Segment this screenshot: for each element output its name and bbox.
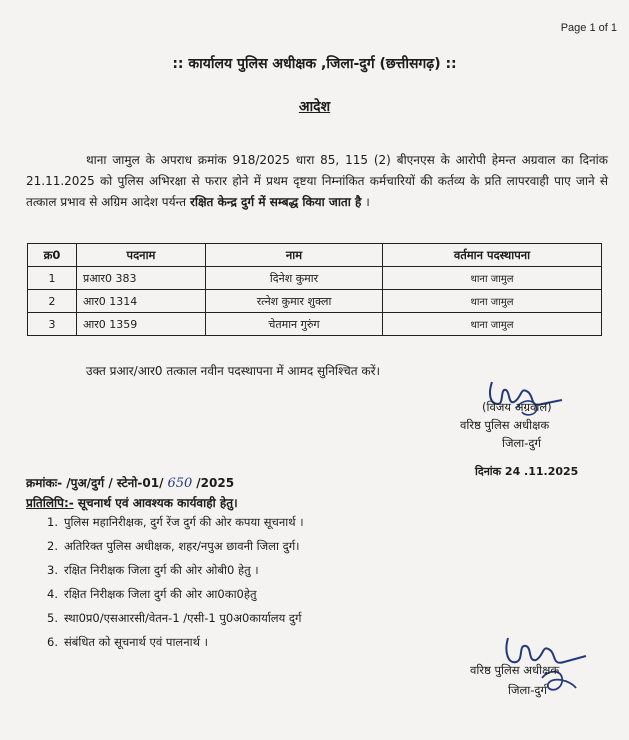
signatory-district: जिला-दुर्ग <box>502 436 542 450</box>
reference-number <box>26 474 234 491</box>
header-post: पदनाम <box>77 244 206 267</box>
list-item-text: रक्षित निरीक्षक जिला दुर्ग की ओर ओबी0 हेतु । <box>64 563 259 577</box>
reference-suffix: /2025 <box>196 476 235 490</box>
signature-block-1 <box>460 398 610 452</box>
list-item-text: संबंधित को सूचनार्थ एवं पालनार्थ । <box>64 635 208 649</box>
signature-block-2 <box>470 660 559 700</box>
staff-table <box>27 243 602 336</box>
list-item-number: 1. <box>47 515 58 529</box>
list-item <box>36 582 304 606</box>
table-row <box>28 313 602 336</box>
row-posting: थाना जामुल <box>383 267 602 290</box>
list-item <box>36 534 304 558</box>
header-posting: वर्तमान पदस्थापना <box>383 244 602 267</box>
list-item <box>36 630 304 654</box>
row-post: आर0 1359 <box>77 313 206 336</box>
list-item <box>36 606 304 630</box>
row-name: रत्नेश कुमार शुक्ला <box>206 290 383 313</box>
table-row <box>28 290 602 313</box>
copy-to-label: प्रतिलिपि:- <box>26 496 74 510</box>
list-item-text: रक्षित निरीक्षक जिला दुर्ग की ओर आ0का0हेतु <box>64 587 257 601</box>
copy-to-list <box>36 510 304 654</box>
copy-to-heading <box>26 494 238 511</box>
list-item-text: अतिरिक्त पुलिस अधीक्षक, शहर/नपुअ छावनी जिला दुर्ग। <box>64 539 300 553</box>
list-item-text: पुलिस महानिरीक्षक, दुर्ग रेंज दुर्ग की ओर कपया सूचनार्थ । <box>64 515 304 529</box>
row-post: आर0 1314 <box>77 290 206 313</box>
list-item-number: 6. <box>47 635 58 649</box>
order-title <box>0 97 629 116</box>
page-number: Page 1 of 1 <box>560 22 617 34</box>
order-body-emphasis: रक्षित केन्द्र दुर्ग में सम्बद्ध किया जाता है <box>189 195 362 209</box>
list-item-number: 2. <box>47 539 58 553</box>
row-serial: 2 <box>28 290 77 313</box>
header-serial: क्र0 <box>28 244 77 267</box>
order-body-end: । <box>361 195 370 209</box>
row-posting: थाना जामुल <box>383 290 602 313</box>
list-item-number: 3. <box>47 563 58 577</box>
reference-handwritten-number: 650 <box>167 476 193 491</box>
list-item-text: स्था0प्र0/एसआरसी/वेतन-1 /एसी-1 पु0अ0कार्यालय दुर्ग <box>64 611 302 625</box>
row-serial: 1 <box>28 267 77 290</box>
signatory-name: (विजय अग्रवाल) <box>482 400 552 414</box>
table-header-row <box>28 244 602 267</box>
row-posting: थाना जामुल <box>383 313 602 336</box>
order-body <box>26 150 608 213</box>
row-name: दिनेश कुमार <box>206 267 383 290</box>
row-post: प्रआर0 383 <box>77 267 206 290</box>
copy-to-text: सूचनार्थ एवं आवश्यक कार्यवाही हेतु। <box>73 496 238 510</box>
list-item <box>36 558 304 582</box>
reference-prefix: क्रमांकः- /पुअ/दुर्ग / स्टेनो-01/ <box>26 476 164 490</box>
order-body-text: थाना जामुल के अपराध क्रमांक 918/2025 धारा 85, 115 (2) बीएनएस के आरोपी हेमन्त अग्रवाल का दिनांक 21.11.2025 को पुलिस अभिरक्षा से फरार होने में प्रथम दृष्टया निम्नांकित कर्मचारियों की कर्तव्य के प्रति लापरवाही पाए जाने से तत्काल प्रभाव से अग्रिम आदेश पर्यन्त <box>26 153 608 209</box>
joining-instruction: उक्त प्रआर/आर0 तत्काल नवीन पदस्थापना में आमद सुनिश्चित करें। <box>86 364 381 378</box>
signatory-district: जिला-दुर्ग <box>508 683 548 697</box>
signatory-designation: वरिष्ठ पुलिस अधीक्षक <box>460 418 550 432</box>
office-title: :: कार्यालय पुलिस अधीक्षक ,जिला-दुर्ग (छत्तीसगढ़) :: <box>172 56 457 72</box>
list-item-number: 5. <box>47 611 58 625</box>
order-date: दिनांक 24 .11.2025 <box>475 465 579 478</box>
header-name: नाम <box>206 244 383 267</box>
order-title-text: आदेश <box>298 99 331 115</box>
row-name: चेतमान गुरुंग <box>206 313 383 336</box>
list-item-number: 4. <box>47 587 58 601</box>
table-row <box>28 267 602 290</box>
list-item <box>36 510 304 534</box>
signatory-designation: वरिष्ठ पुलिस अधीक्षक <box>470 663 560 677</box>
row-serial: 3 <box>28 313 77 336</box>
